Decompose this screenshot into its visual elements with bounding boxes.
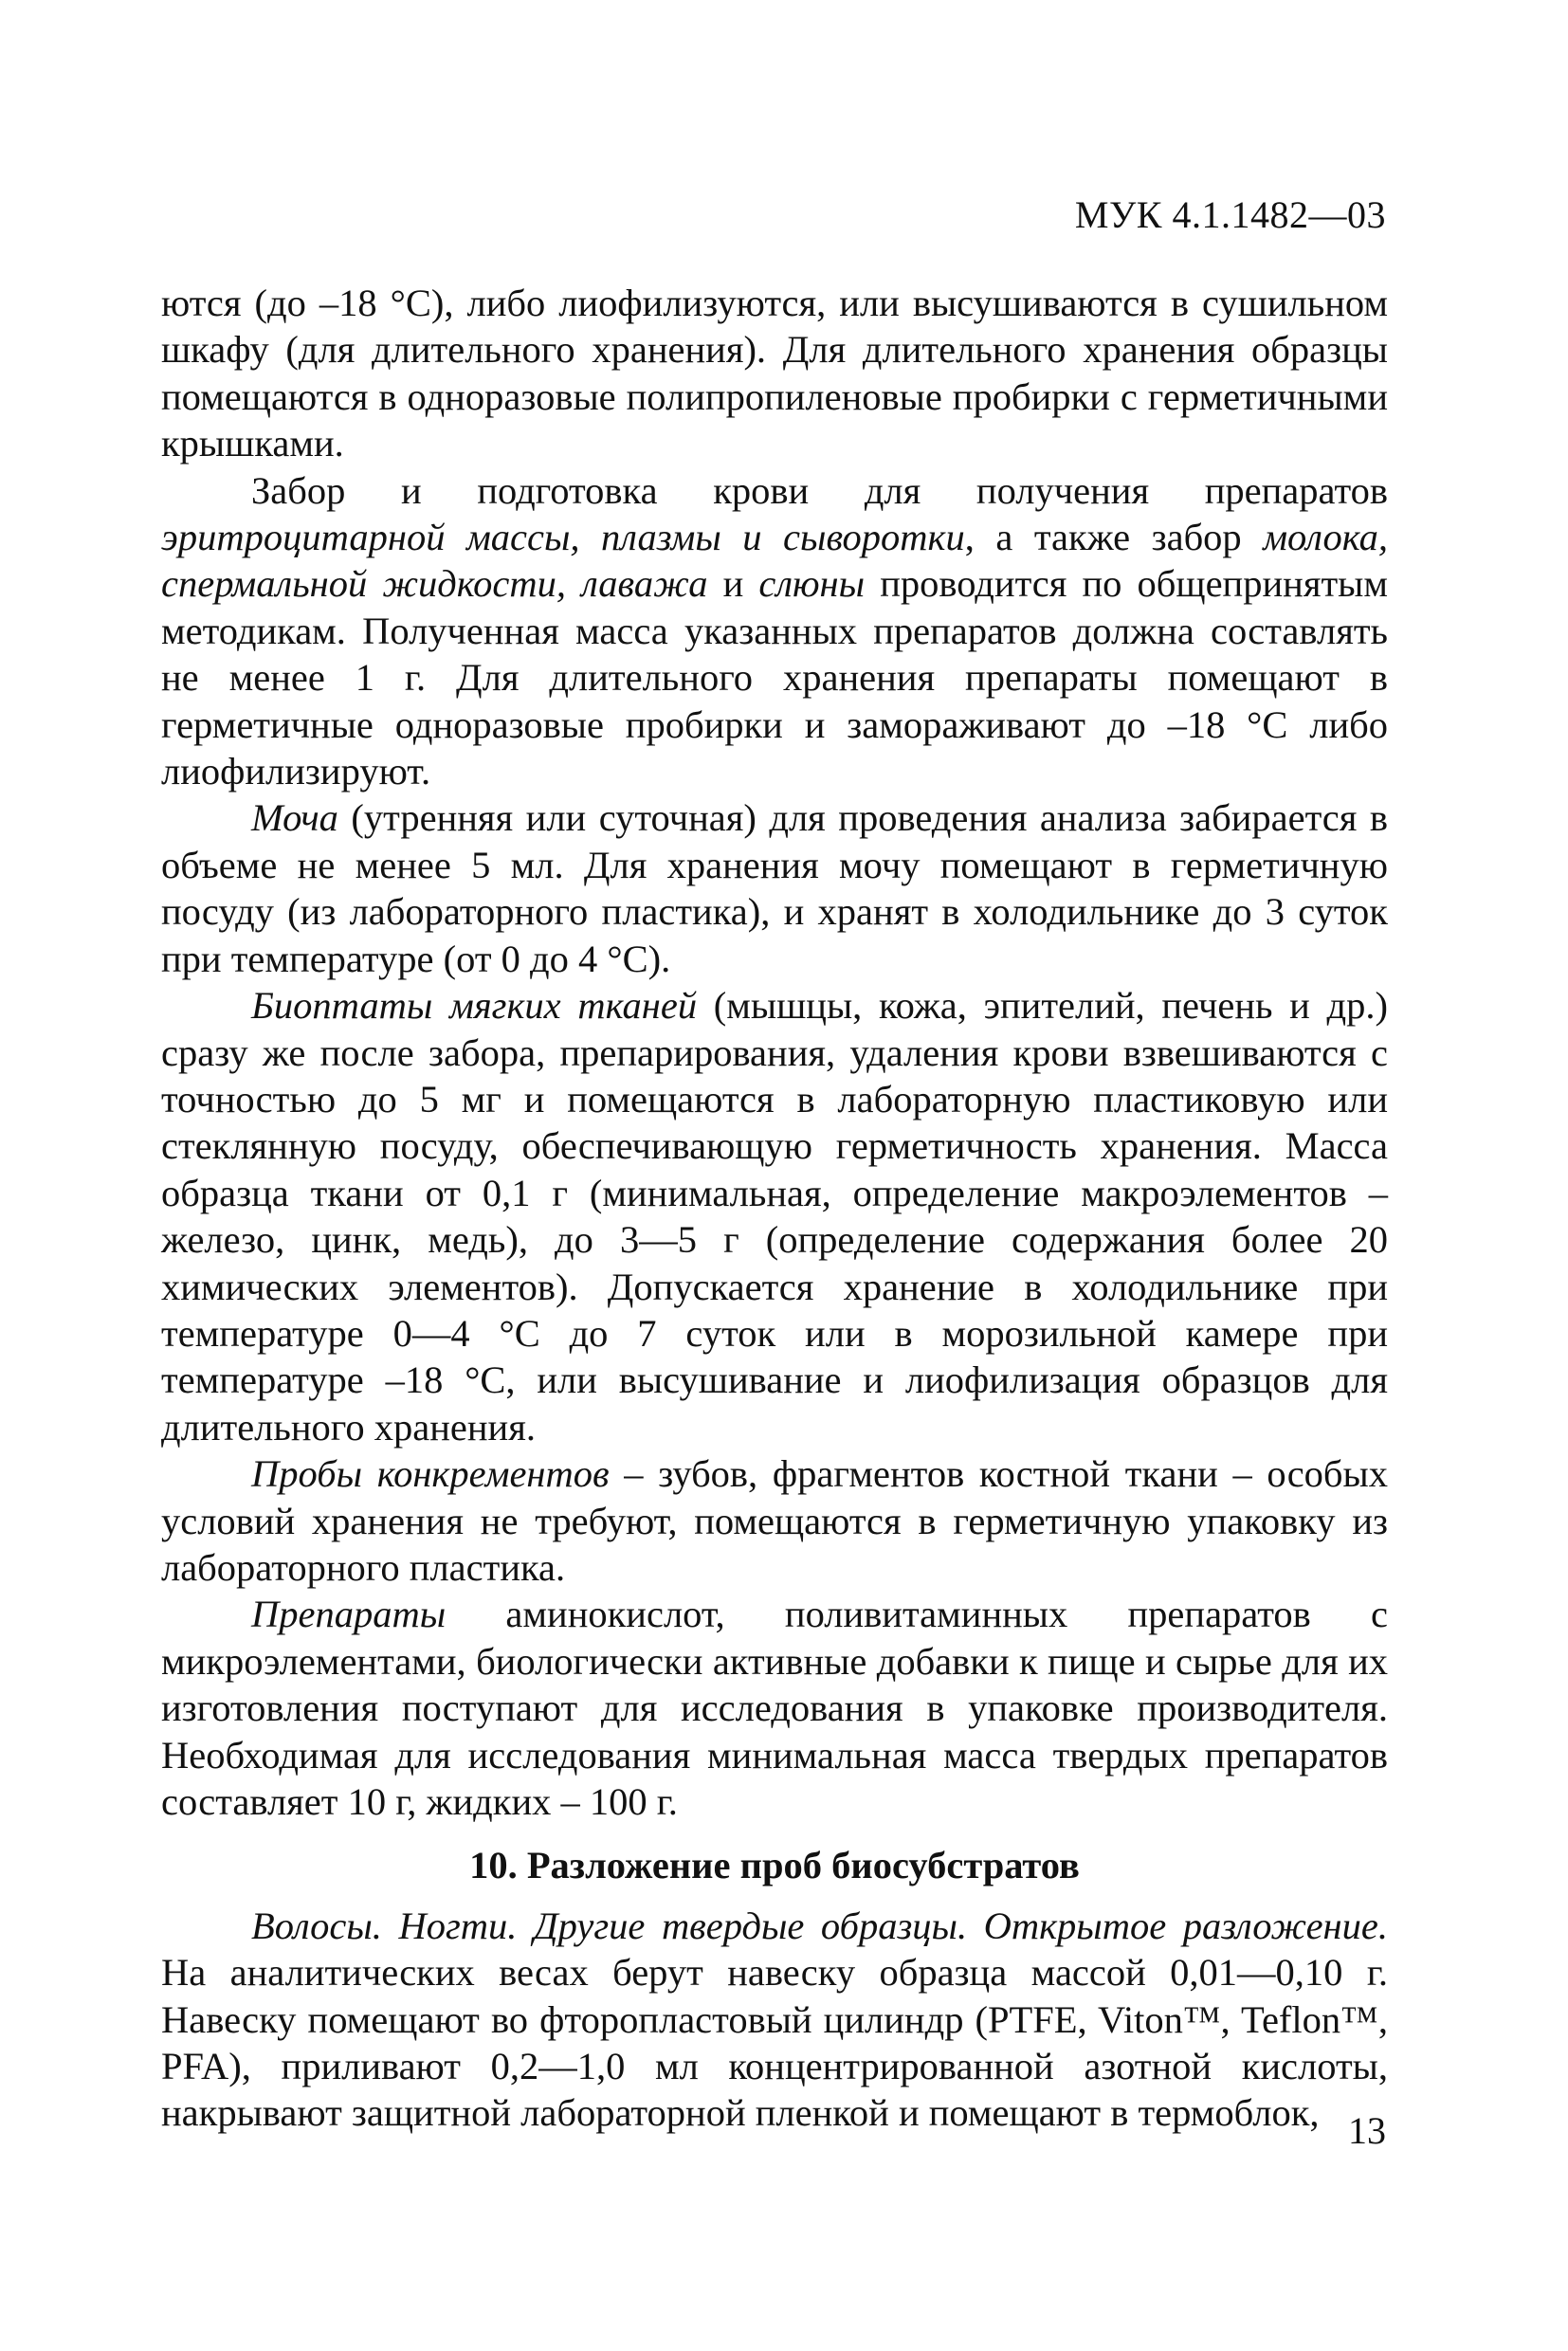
italic-term: эритроцитарной массы, плазмы и сыворотки bbox=[161, 516, 965, 559]
section-heading: 10. Разложение проб биосубстратов bbox=[469, 1844, 1080, 1887]
paragraph-text: , а также забор bbox=[964, 516, 1264, 559]
italic-term: Моча bbox=[251, 796, 338, 840]
paragraph-text: ются (до –18 °С), либо лиофилизуются, или высушиваются в сушильном шкафу (для длительного хранения). Для длительного хранения образцы помещаются в одноразовые полипропиленовые пробирки с герметичными крышками. bbox=[161, 282, 1388, 465]
document-body bbox=[161, 280, 1388, 2137]
paragraph-text: Забор и подготовка крови для получения препаратов bbox=[251, 468, 1388, 512]
paragraph-text: и bbox=[707, 562, 759, 606]
paragraph-preparations bbox=[161, 1591, 1388, 1825]
document-code-header: МУК 4.1.1482—03 bbox=[1074, 193, 1386, 236]
paragraph-urine bbox=[161, 794, 1388, 982]
paragraph-text: – зубов, фрагментов костной ткани – особых условий хранения не требуют, помещаются в герметичную упаковку из лабораторного пластика. bbox=[161, 1452, 1388, 1589]
italic-term: Биоптаты мягких тканей bbox=[251, 984, 698, 1028]
italic-term: Пробы конкрементов bbox=[251, 1452, 610, 1496]
paragraph-text: (утренняя или суточная) для проведения анализа забирается в объеме не менее 5 мл. Для хранения мочу помещают в герметичную посуду (из лабораторного пластика), и хранят в холодильнике до 3 суток при температуре (от 0 до 4 °С). bbox=[161, 796, 1388, 980]
paragraph-continuation bbox=[161, 280, 1388, 467]
paragraph-soft-tissue-biopsy bbox=[161, 982, 1388, 1450]
paragraph-text: аминокислот, поливитаминных препаратов с микроэлементами, биологически активные добавки к пище и сырье для их изготовления поступают для исследования в упаковке производителя. Необходимая для исследования минимальная масса твердых препаратов составляет 10 г, жидких – 100 г. bbox=[161, 1593, 1388, 1823]
paragraph-blood-sampling bbox=[161, 467, 1388, 795]
italic-term: Препараты bbox=[251, 1593, 447, 1636]
paragraph-text: На аналитических весах берут навеску образца массой 0,01—0,10 г. Навеску помещают во фторопластовый цилиндр (PTFE, Viton™, Teflon™, PFA), приливают 0,2—1,0 мл концентрированной азотной кислоты, накрывают защитной лабораторной пленкой и помещают в термоблок, bbox=[161, 1951, 1388, 2135]
italic-term: слюны bbox=[758, 562, 866, 606]
paragraph-concrements bbox=[161, 1450, 1388, 1591]
italic-term: Волосы. Ногти. Другие твердые образцы. Открытое разложение. bbox=[251, 1904, 1388, 1947]
paragraph-hair-nails-digestion bbox=[161, 1903, 1388, 2137]
page-number: 13 bbox=[1348, 2109, 1386, 2152]
paragraph-text: проводится по общепринятым методикам. Полученная масса указанных препаратов должна составлять не менее 1 г. Для длительного хранения препараты помещают в герметичные одноразовые пробирки и замораживают до –18 °С либо лиофилизируют. bbox=[161, 562, 1388, 793]
paragraph-text: (мышцы, кожа, эпителий, печень и др.) сразу же после забора, препарирования, удаления крови взвешиваются с точностью до 5 мг и помещаются в лабораторную пластиковую или стеклянную посуду, обеспечивающую герметичность хранения. Масса образца ткани от 0,1 г (минимальная, определение макроэлементов – железо, цинк, медь), до 3—5 г (определение содержания более 20 химических элементов). Допускается хранение в холодильнике при температуре 0—4 °С до 7 суток или в морозильной камере при температуре –18 °С, или высушивание и лиофилизация образцов для длительного хранения. bbox=[161, 984, 1389, 1449]
italic-term: молока, спермальной жидкости, лаважа bbox=[161, 516, 1389, 606]
